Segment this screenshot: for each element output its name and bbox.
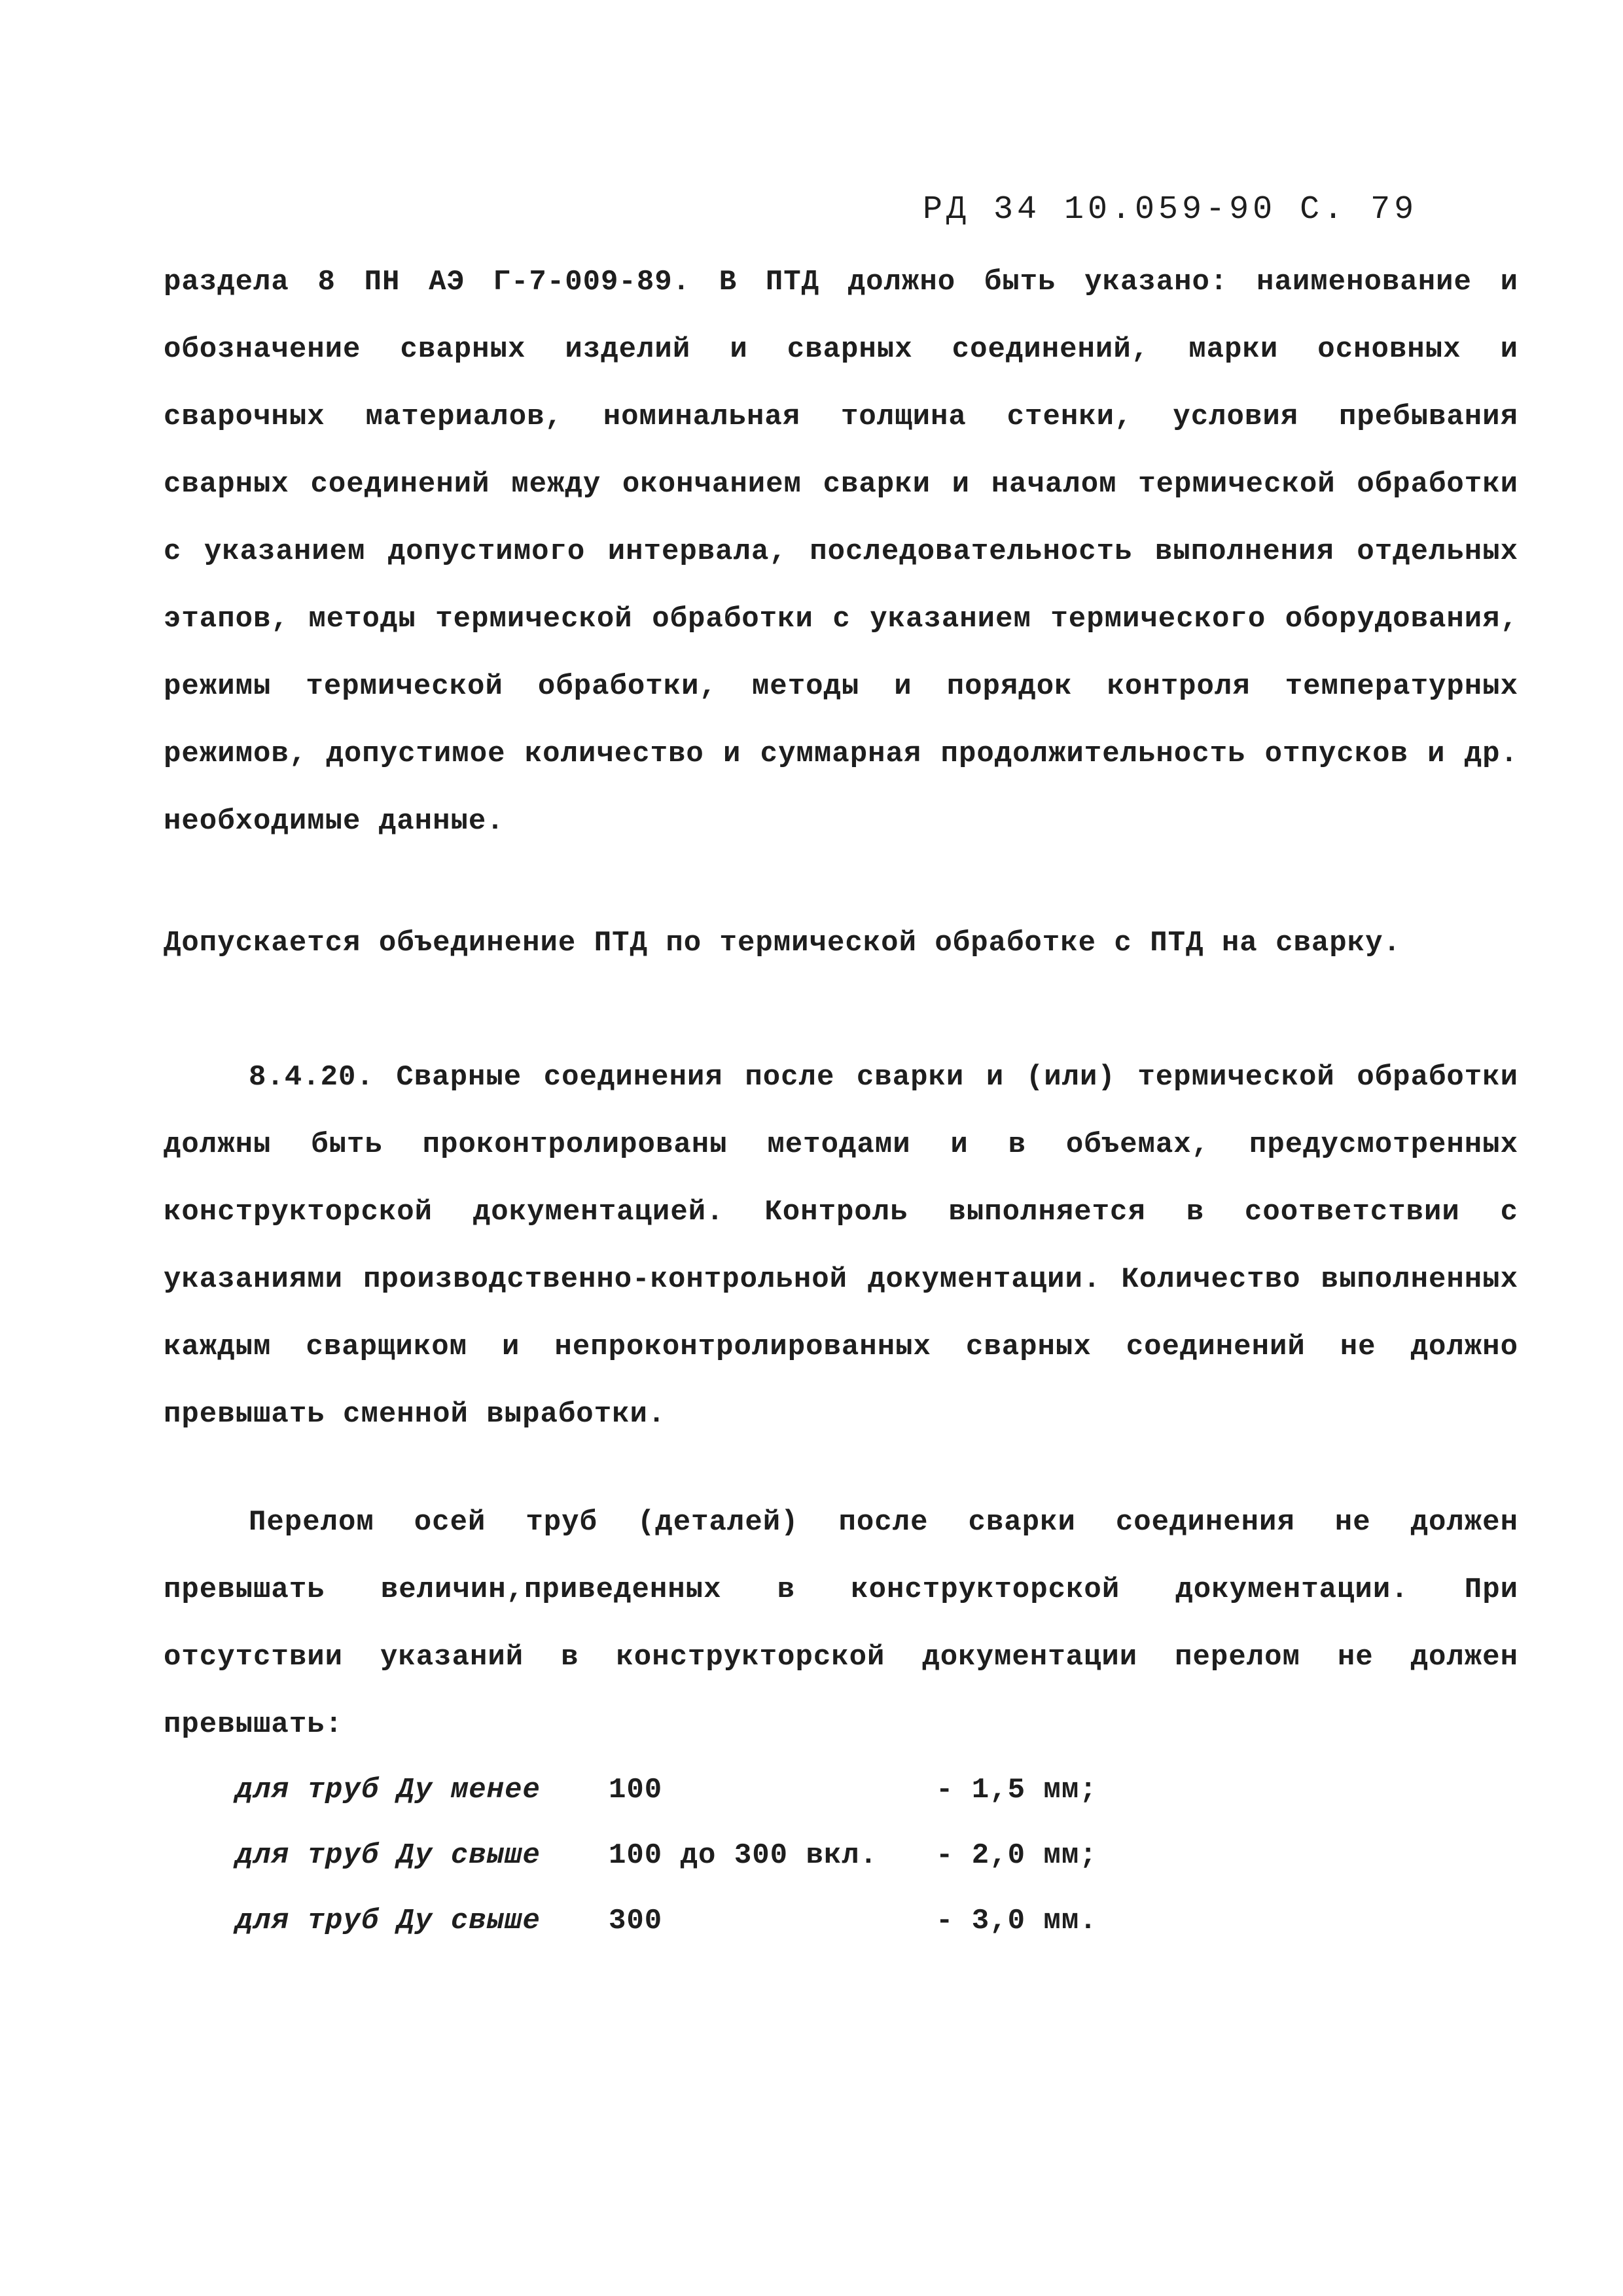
list-item-label: для труб Ду менее: [236, 1774, 541, 1806]
list-item-range: 100 до 300 вкл.: [609, 1839, 878, 1872]
list-item-value: - 3,0 мм.: [936, 1905, 1097, 1937]
list-item-label: для труб Ду свыше: [236, 1905, 541, 1937]
list-item-value: - 1,5 мм;: [936, 1774, 1097, 1806]
list-item-label: для труб Ду свыше: [236, 1839, 541, 1872]
page-header: РД 34 10.059-90 С. 79: [923, 191, 1418, 228]
paragraph-ptd-merge: Допускается объединение ПТД по термической обработке с ПТД на сварку.: [164, 927, 1401, 960]
paragraph-pipe-axis-break: Перелом осей труб (деталей) после сварки соединения не должен превышать величин,приведенных в конструкторской документации. При отсутствии указаний в конструкторской документации перелом не должен превышать:: [164, 1506, 1518, 1741]
list-item-value: - 2,0 мм;: [936, 1839, 1097, 1872]
list-item-range: 100: [609, 1774, 663, 1806]
list-item-range: 300: [609, 1905, 663, 1937]
paragraph-8-4-20: 8.4.20. Сварные соединения после сварки и (или) термической обработки должны быть проконтролированы методами и в объемах, предусмотренных конструкторской документацией. Контроль выполняется в соответствии с указаниями производственно-контрольной документации. Количество выполненных каждым сварщиком и непроконтролированных сварных соединений не должно превышать сменной выработки.: [164, 1061, 1518, 1431]
paragraph-ptd-contents: раздела 8 ПН АЭ Г-7-009-89. В ПТД должно быть указано: наименование и обозначение сварных изделий и сварных соединений, марки основных и сварочных материалов, номинальная толщина стенки, условия пребывания сварных соединений между окончанием сварки и началом термической обработки с указанием допустимого интервала, последовательность выполнения отдельных этапов, методы термической обработки с указанием термического оборудования, режимы термической обработки, методы и порядок контроля температурных режимов, допустимое количество и суммарная продолжительность отпусков и др. необходимые данные.: [164, 266, 1518, 838]
